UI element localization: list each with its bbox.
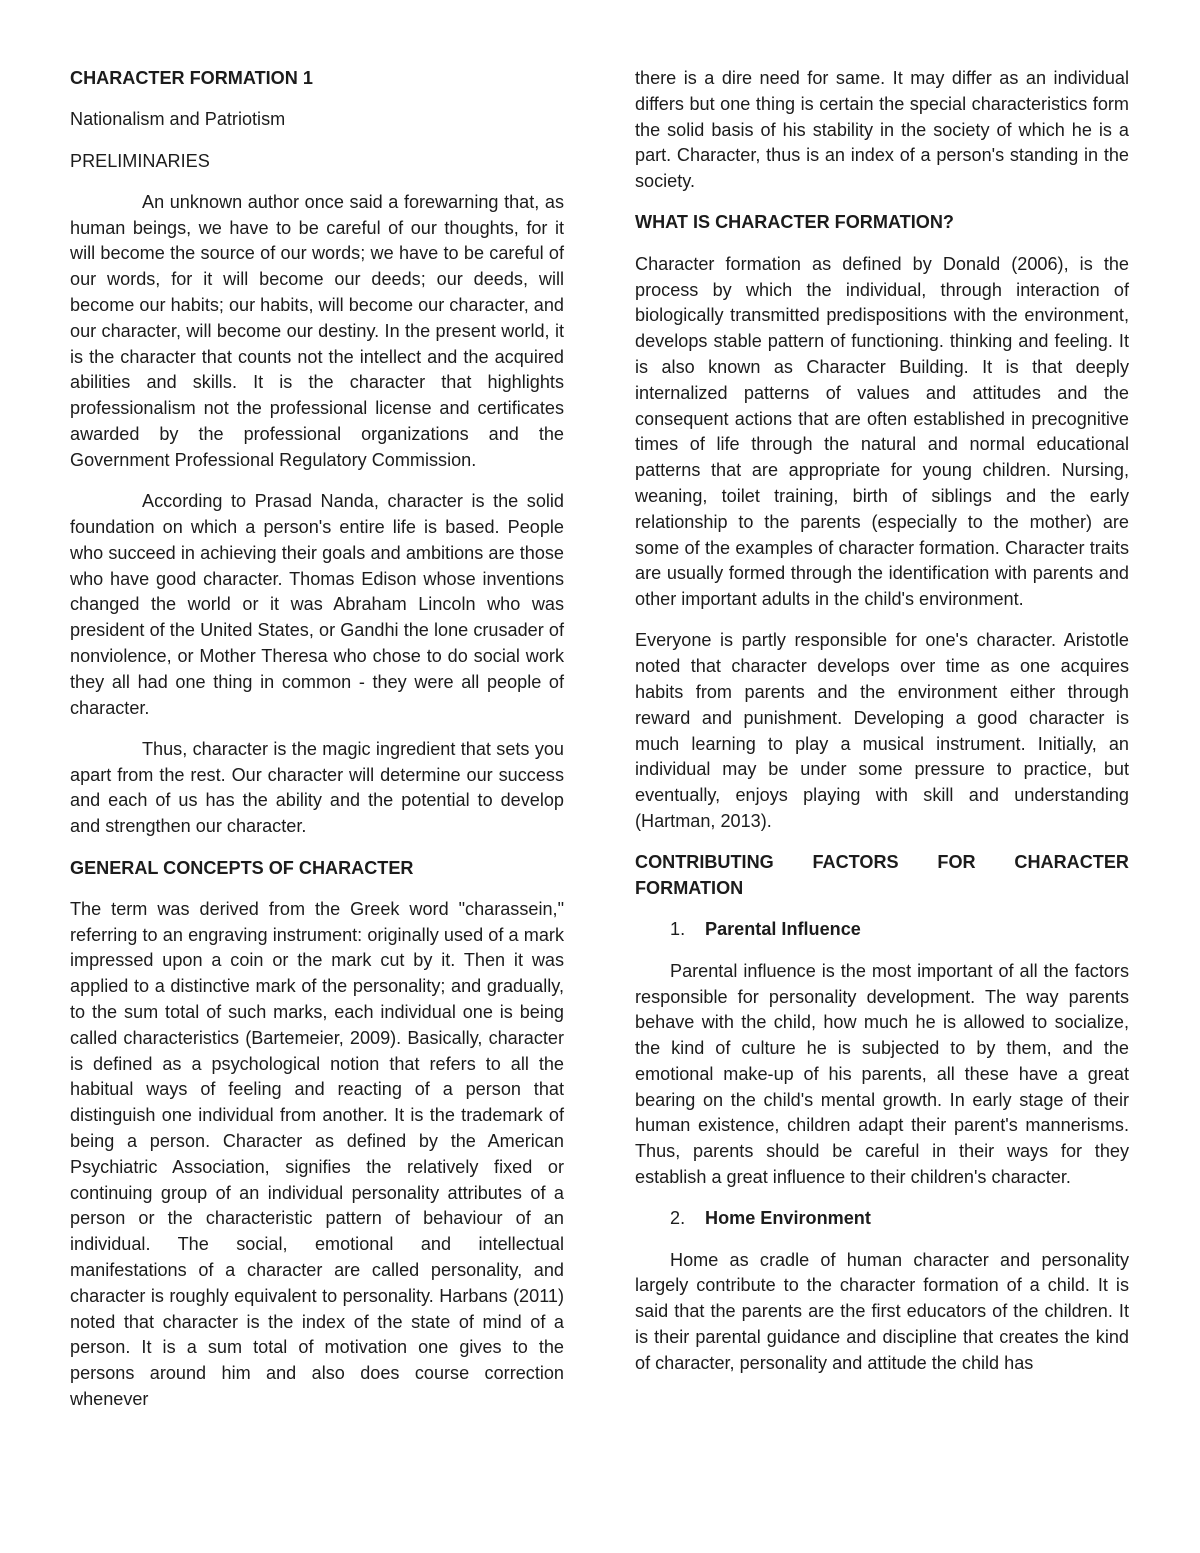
preliminaries-paragraph-3: Thus, character is the magic ingredient that sets you apart from the rest. Our character will determine our success and each of us has the ability and the potential to develop and strengthen our character.: [70, 738, 564, 837]
responsibility-paragraph: Everyone is partly responsible for one's character. Aristotle noted that character develops over time as one acquires habits from parents and the environment either through reward and punishment. Developing a good character is much learning to play a musical instrument. Initially, an individual may be under some pressure to practice, but eventually, enjoys playing with skill and understanding (Hartman, 2013).: [635, 630, 1129, 832]
continued-paragraph: there is a dire need for same. It may differ as an individual differs but one thing is certain the special characteristics form the solid basis of his stability in the society of which he is a part. Character, thus is an index of a person's standing in the society.: [635, 68, 1129, 192]
parental-influence-paragraph: Parental influence is the most important of all the factors responsible for personality development. The way parents behave with the child, how much he is allowed to socialize, the kind of culture he is subjected to by them, and the emotional make-up of his parents, all these have a great bearing on the child's mental growth. In early stage of their human existence, children adapt their parent's mannerisms. Thus, parents should be careful in their ways for they establish a great influence to their children's character.: [635, 960, 1129, 1188]
preliminaries-heading: PRELIMINARIES: [70, 150, 210, 171]
left-column: [70, 66, 564, 1413]
list-item-title: Parental Influence: [705, 919, 861, 940]
document-subtitle: Nationalism and Patriotism: [70, 109, 286, 130]
general-concepts-paragraph: The term was derived from the Greek word "charassein," referring to an engraving instrument: originally used of a mark impressed upon a coin or the mark cut by it. Then it was applied to a distinctive mark of the personality; and gradually, to the sum total of such marks, each individual one is being called characteristics (Bartemeier, 2009). Basically, character is defined as a psychological notion that refers to all the habitual ways of feeling and reacting of a person that distinguish one individual from another. It is the trademark of being a person. Character as defined by the American Psychiatric Association, signifies the relatively fixed or continuing group of an individual personality attributes of a person or the characteristic pattern of behaviour of an individual. The social, emotional and intellectual manifestations of a character are called personality, and character is roughly equivalent to personality. Harbans (2011) noted that character is the index of the state of mind of a person. It is a sum total of motivation one gives to the persons around him and also does course correction whenever: [70, 898, 564, 1409]
list-number: 2.: [670, 1208, 686, 1229]
preliminaries-paragraph-1: An unknown author once said a forewarning that, as human beings, we have to be careful of our thoughts, for it will become the source of our words; we have to be careful of our words, for it will become our deeds; our deeds, will become our habits; our habits, will become our character, and our character, will become our destiny. In the present world, it is the character that counts not the intellect and the acquired abilities and skills. It is the character that highlights professionalism not the professional license and certificates awarded by the professional organizations and the Government Professional Regulatory Commission.: [70, 191, 564, 470]
list-item-home-environment: [635, 1206, 1129, 1232]
what-is-character-formation-heading: WHAT IS CHARACTER FORMATION?: [635, 212, 954, 233]
contributing-factors-heading: CONTRIBUTING FACTORS FOR CHARACTER FORMATION: [635, 852, 1129, 899]
general-concepts-heading: GENERAL CONCEPTS OF CHARACTER: [70, 857, 414, 878]
list-number: 1.: [670, 919, 686, 940]
definition-paragraph: Character formation as defined by Donald (2006), is the process by which the individual, through interaction of biologically transmitted predispositions with the environment, develops stable pattern of functioning. thinking and feeling. It is also known as Character Building. It is that deeply internalized patterns of values and attitudes and the consequent actions that are often established in precognitive times of life through the natural and normal educational patterns that are appropriate for young children. Nursing, weaning, toilet training, birth of siblings and the early relationship to the parents (especially to the mother) are some of the examples of character formation. Character traits are usually formed through the identification with parents and other important adults in the child's environment.: [635, 253, 1129, 610]
right-column: [635, 66, 1129, 1377]
list-item-title: Home Environment: [705, 1208, 871, 1229]
home-environment-paragraph: Home as cradle of human character and personality largely contribute to the character formation of a child. It is said that the parents are the first educators of the children. It is their parental guidance and discipline that creates the kind of character, personality and attitude the child has: [635, 1249, 1129, 1373]
preliminaries-paragraph-2: According to Prasad Nanda, character is the solid foundation on which a person's entire life is based. People who succeed in achieving their goals and ambitions are those who have good character. Thomas Edison whose inventions changed the world or it was Abraham Lincoln who was president of the United States, or Gandhi the lone crusader of nonviolence, or Mother Theresa who chose to do social work they all had one thing in common - they were all people of character.: [70, 491, 564, 718]
document-title: CHARACTER FORMATION 1: [70, 68, 313, 88]
list-item-parental-influence: [635, 917, 1129, 943]
